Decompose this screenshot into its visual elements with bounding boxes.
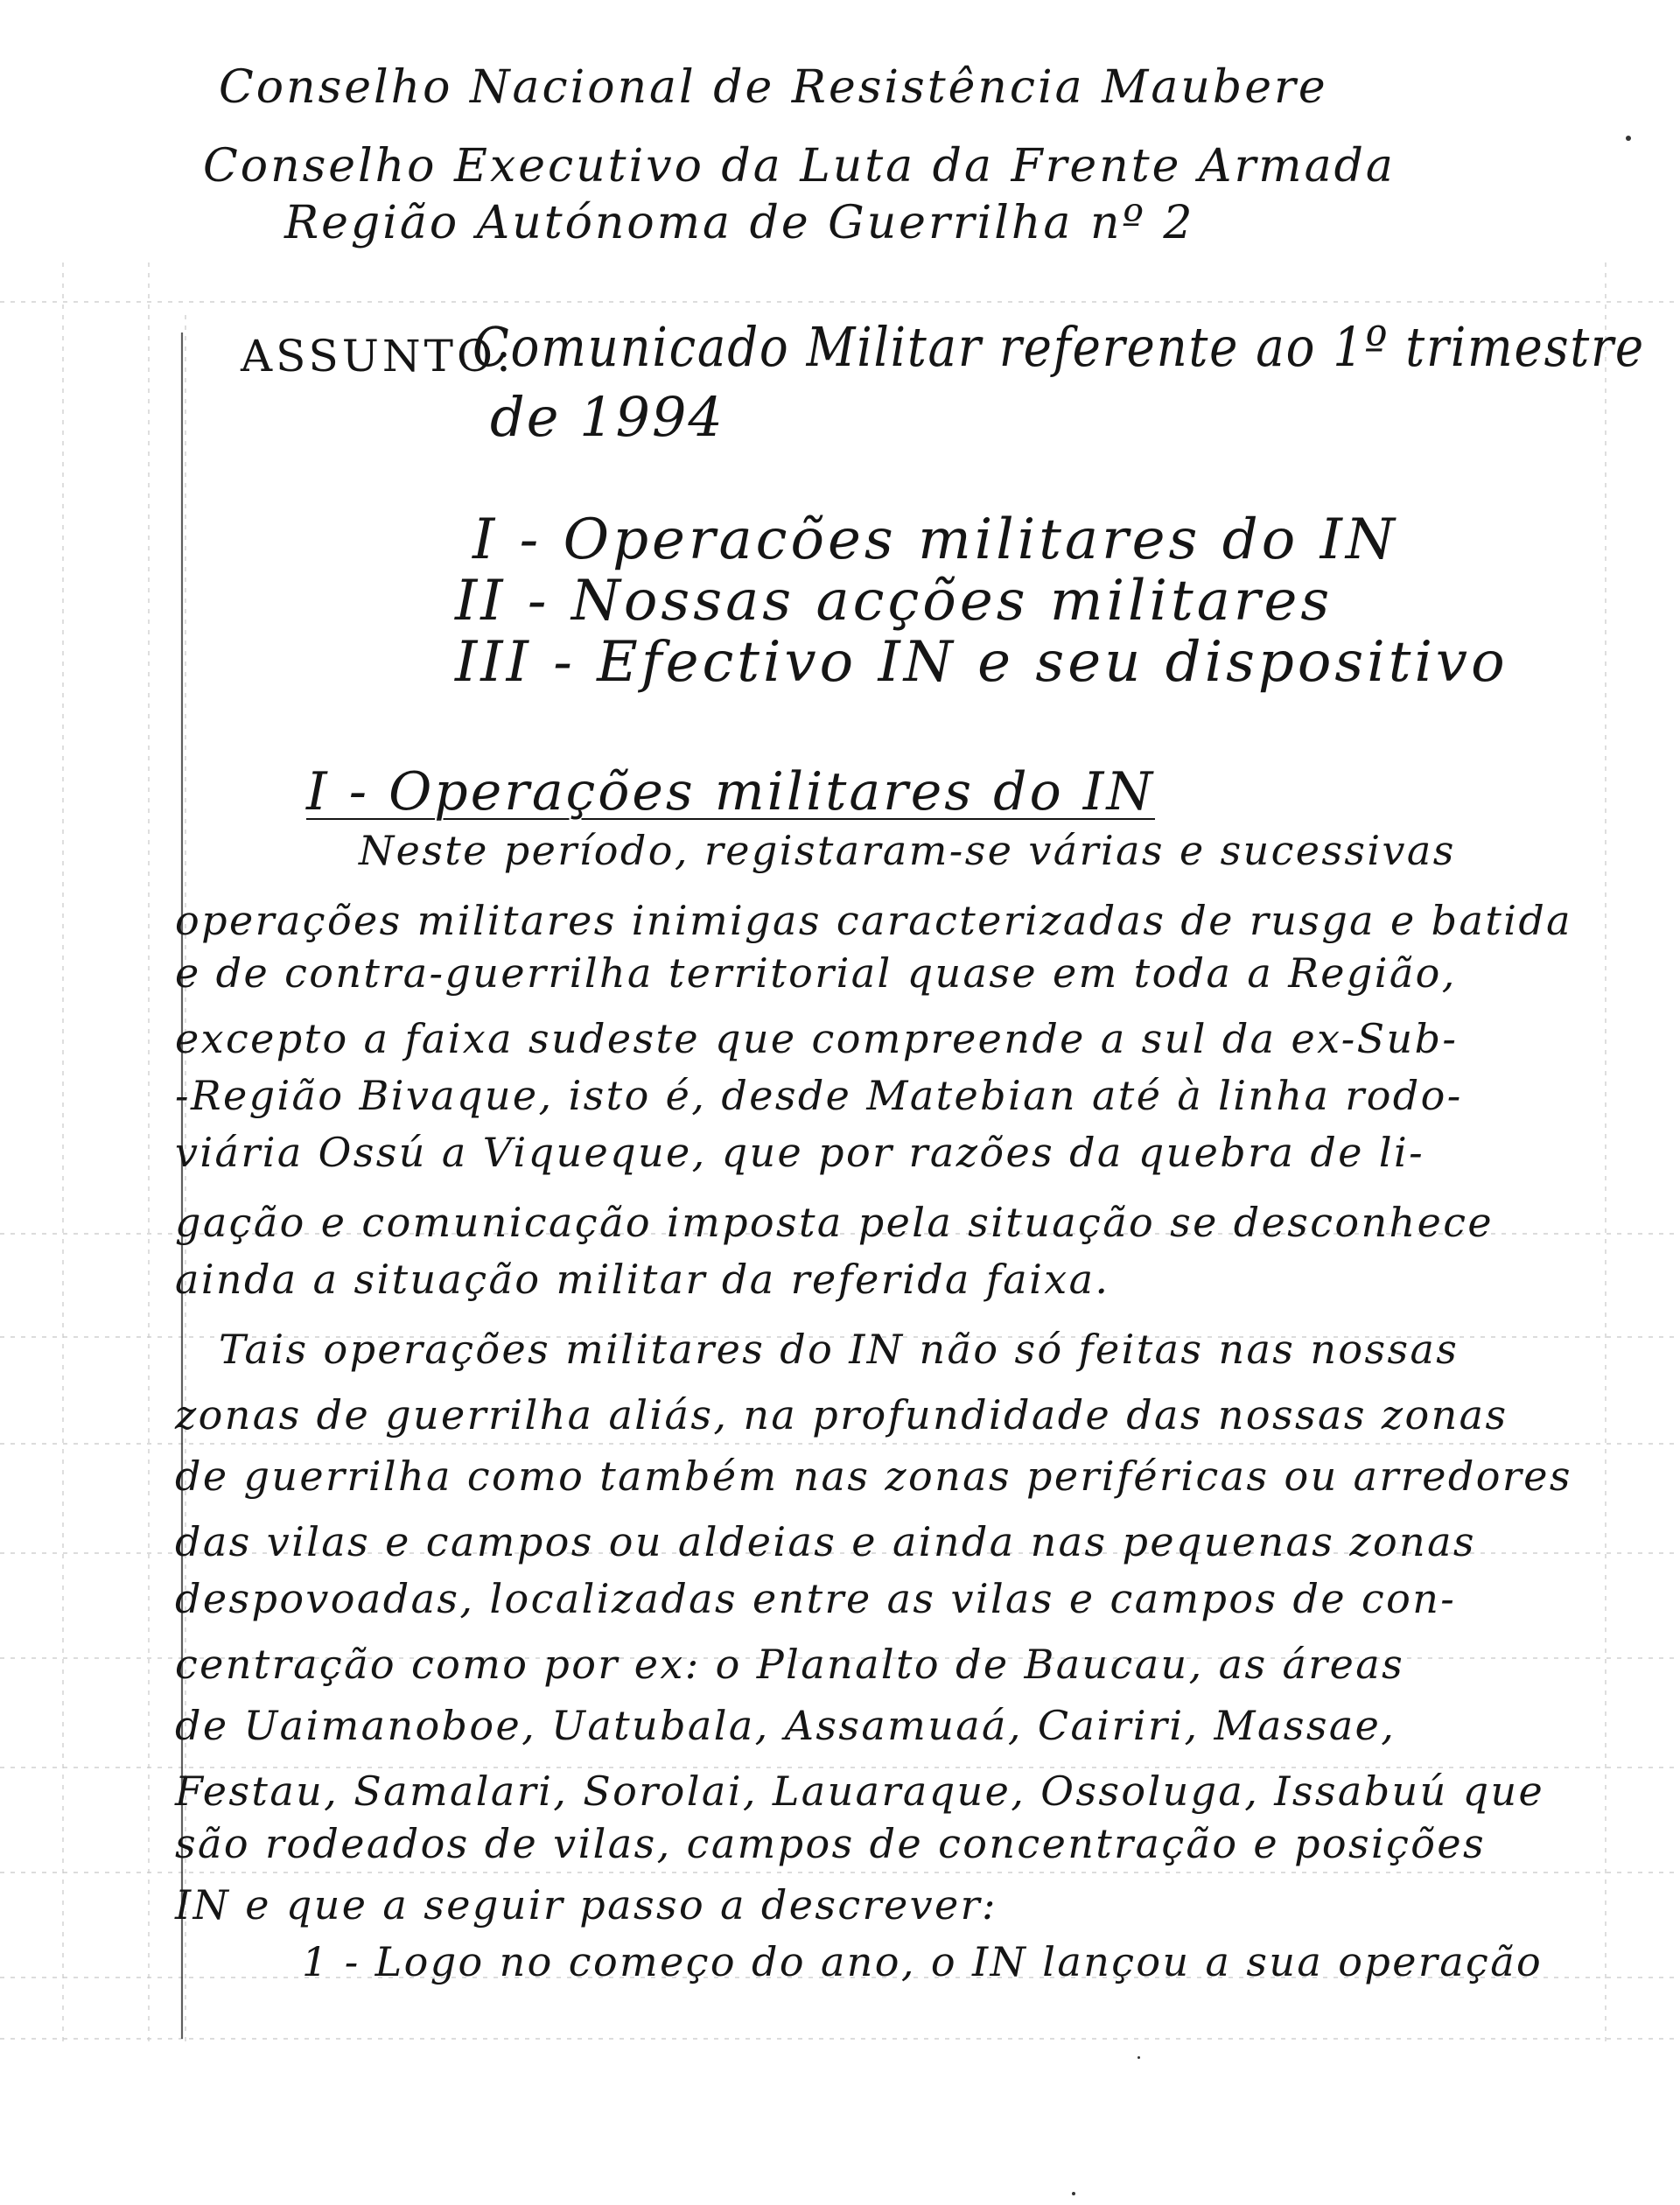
contents-item-1: I - Operacões militares do IN [472, 508, 1398, 572]
photocopy-speck [1072, 2192, 1075, 2195]
body-line: gação e comunicação imposta pela situação se desconhece [175, 1199, 1494, 1246]
contents-item-3: III - Efectivo IN e seu dispositivo [455, 630, 1508, 695]
body-line: despovoadas, localizadas entre as vilas e campos de con- [175, 1575, 1457, 1622]
header-line-3: Região Autónoma de Guerrilha nº 2 [284, 197, 1195, 249]
body-line: de Uaimanoboe, Uatubala, Assamuaá, Cairiri, Massae, [175, 1702, 1396, 1749]
body-line: zonas de guerrilha aliás, na profundidade das nossas zonas [175, 1391, 1508, 1438]
subject-label: ASSUNTO: [241, 331, 514, 382]
body-line: operações militares inimigas caracterizadas de rusga e batida [175, 897, 1572, 944]
header-line-1: Conselho Nacional de Resistência Maubere [219, 61, 1328, 114]
body-line: IN e que a seguir passo a descrever: [175, 1881, 998, 1928]
body-line: e de contra-guerrilha territorial quase em toda a Região, [175, 949, 1457, 997]
section-title: I - Operações militares do IN [306, 761, 1155, 822]
body-line: Tais operações militares do IN não só feitas nas nossas [219, 1326, 1460, 1373]
body-line: de guerrilha como também nas zonas periféricas ou arredores [175, 1452, 1572, 1500]
body-line: viária Ossú a Viqueque, que por razões da quebra de li- [175, 1129, 1425, 1176]
body-line: Festau, Samalari, Sorolai, Lauaraque, Ossoluga, Issabuú que [175, 1768, 1545, 1815]
photocopy-speck [1626, 136, 1631, 141]
body-line: centração como por ex: o Planalto de Baucau, as áreas [175, 1641, 1405, 1688]
subject-text-line-1: Comunicado Militar referente ao 1º trimestre [472, 315, 1645, 379]
body-line: são rodeados de vilas, campos de concentração e posições [175, 1820, 1487, 1867]
header-line-2: Conselho Executivo da Luta da Frente Armada [203, 140, 1396, 192]
body-line: Neste período, registaram-se várias e sucessivas [359, 827, 1456, 874]
body-line: 1 - Logo no começo do ano, o IN lançou a sua operação [302, 1938, 1544, 1985]
body-line: excepto a faixa sudeste que compreende a sul da ex-Sub- [175, 1015, 1459, 1062]
contents-item-2: II - Nossas acções militares [455, 569, 1334, 634]
body-line: das vilas e campos ou aldeias e ainda nas pequenas zonas [175, 1518, 1476, 1565]
photocopy-speck [1138, 2056, 1140, 2059]
body-line: ainda a situação militar da referida faixa. [175, 1256, 1110, 1303]
subject-text-line-2: de 1994 [490, 385, 724, 449]
body-line: -Região Bivaque, isto é, desde Matebian até à linha rodo- [175, 1072, 1463, 1119]
